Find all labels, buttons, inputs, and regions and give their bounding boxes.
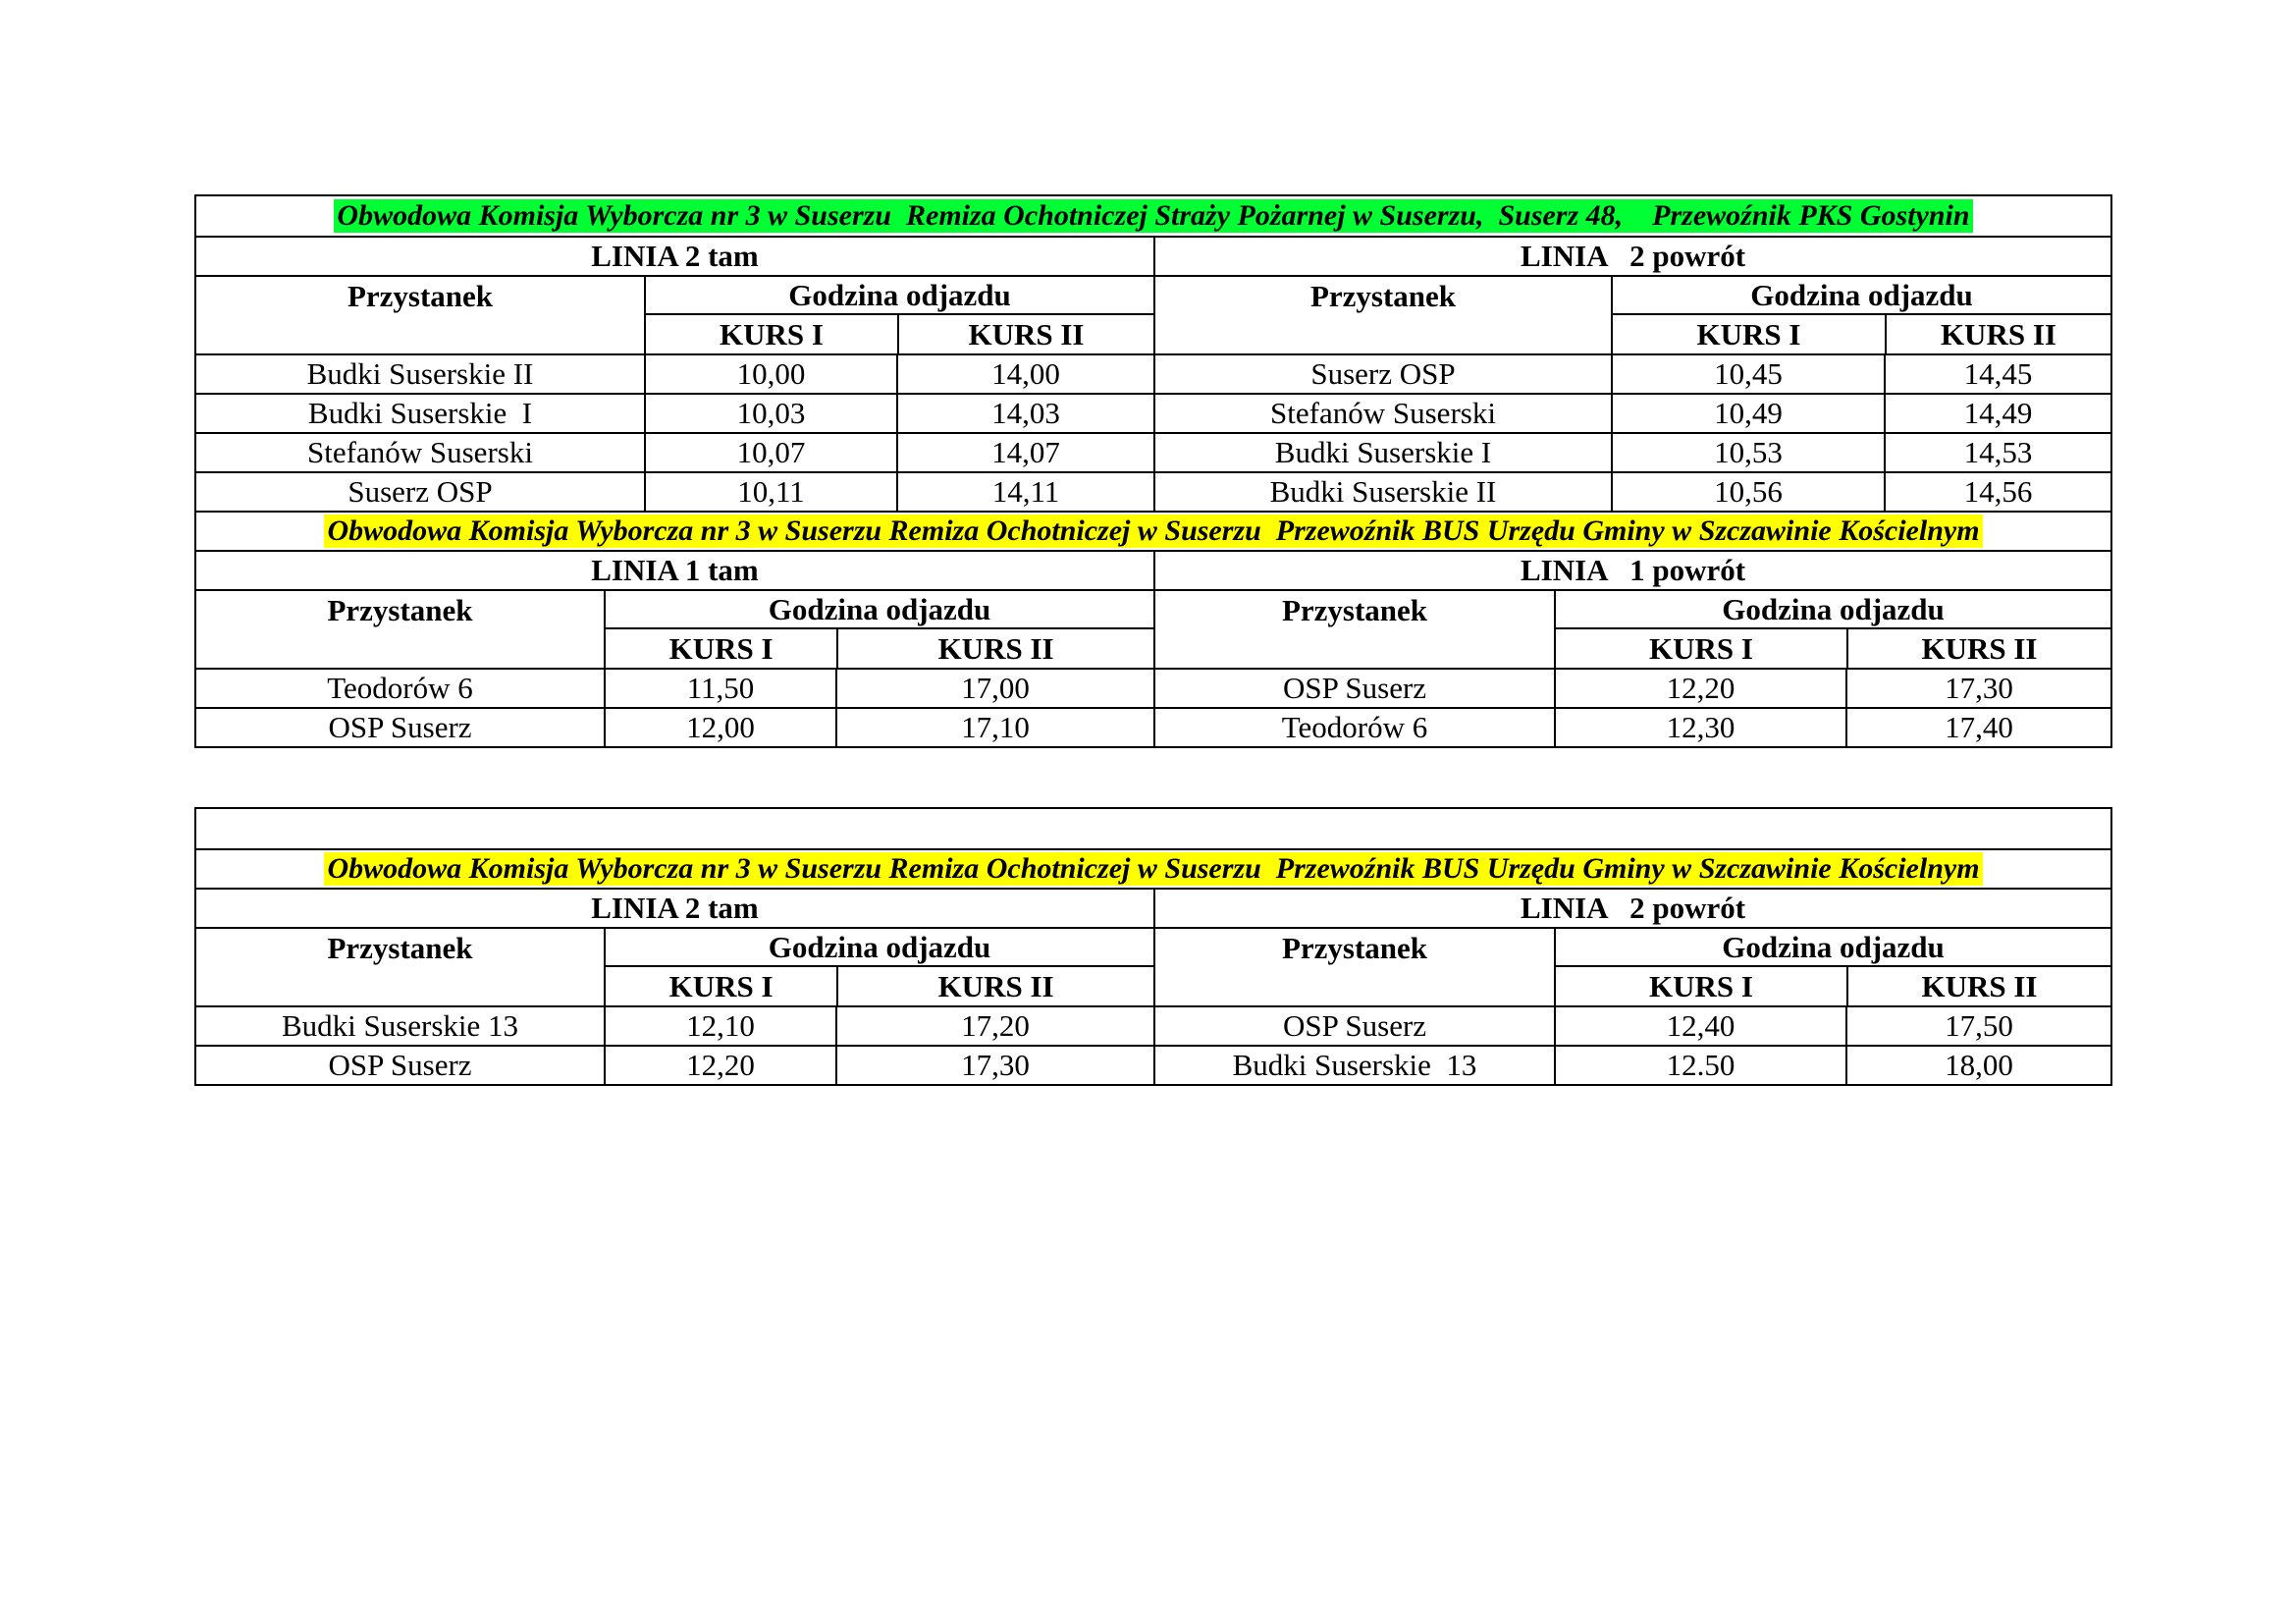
- departure-time: 10,11: [644, 473, 896, 511]
- departure-time: 14,11: [896, 473, 1153, 511]
- departure-time: 17,30: [1845, 670, 2110, 707]
- departure-time-header: [1611, 277, 2110, 353]
- departure-time-header: [1554, 929, 2110, 1005]
- departure-time-label: Godzina odjazdu: [1556, 929, 2110, 967]
- kurs1-header: KURS I: [1696, 316, 1801, 352]
- departure-time: 10,53: [1611, 434, 1884, 471]
- line-label-outbound: LINIA 1 tam: [591, 553, 759, 587]
- departure-time: 17,30: [835, 1047, 1153, 1084]
- stop-name: OSP Suserz: [328, 710, 472, 744]
- table-title: Obwodowa Komisja Wyborcza nr 3 w Suserzu Remiza Ochotniczej w Suserzu Przewoźnik BUS Urzędu Gminy w Szczawinie Kościelnym: [324, 852, 1982, 886]
- timetable-bus-line-2: [194, 807, 2112, 1086]
- stop-column-header: Przystanek: [1153, 277, 1611, 353]
- departure-time-header: [604, 929, 1153, 1005]
- kurs1-header: KURS I: [668, 968, 774, 1003]
- departure-time: 12,40: [1554, 1007, 1845, 1045]
- departure-time-header: [604, 591, 1153, 668]
- departure-time: 10,56: [1611, 473, 1884, 511]
- departure-time: 17,50: [1845, 1007, 2110, 1045]
- stop-name: Budki Suserskie II: [1153, 473, 1611, 511]
- departure-time: 12,20: [1554, 670, 1845, 707]
- stop-name: OSP Suserz: [1153, 1007, 1554, 1045]
- stop-name: Budki Suserskie 13: [1153, 1047, 1554, 1084]
- table-row: [196, 707, 2110, 746]
- table-row: [196, 668, 2110, 707]
- stop-column-header: Przystanek: [327, 593, 473, 627]
- table-row: [196, 353, 2110, 393]
- departure-time: 17,20: [835, 1007, 1153, 1045]
- departure-time-label: Godzina odjazdu: [646, 277, 1153, 315]
- departure-time: 14,45: [1884, 355, 2110, 393]
- departure-time: 10,07: [644, 434, 896, 471]
- stop-name: Budki Suserskie I: [1153, 434, 1611, 471]
- line-label-outbound: LINIA 2 tam: [591, 239, 759, 273]
- line-header-row: [196, 550, 2110, 589]
- departure-time: 14,03: [896, 395, 1153, 432]
- stop-name: Budki Suserskie II: [306, 356, 534, 391]
- departure-time-header: [644, 277, 1153, 353]
- departure-time: 14,53: [1884, 434, 2110, 471]
- departure-time-label: Godzina odjazdu: [606, 929, 1153, 967]
- departure-time: 12,10: [604, 1007, 835, 1045]
- departure-time-label: Godzina odjazdu: [1556, 591, 2110, 629]
- stop-column-header: Przystanek: [327, 931, 473, 965]
- departure-time-label: Godzina odjazdu: [606, 591, 1153, 629]
- stop-column-header: Przystanek: [347, 279, 494, 313]
- departure-time: 10,45: [1611, 355, 1884, 393]
- stop-name: Teodorów 6: [1153, 709, 1554, 746]
- departure-time: 11,50: [604, 670, 835, 707]
- departure-time-label: Godzina odjazdu: [1613, 277, 2110, 315]
- departure-time: 14,56: [1884, 473, 2110, 511]
- table-title-row: [196, 196, 2110, 236]
- column-header-group: [196, 589, 2110, 668]
- departure-time: 10,49: [1611, 395, 1884, 432]
- stop-name: Suserz OSP: [347, 474, 493, 509]
- departure-time: 17,10: [835, 709, 1153, 746]
- kurs2-header: KURS II: [836, 629, 1153, 668]
- line-label-return: LINIA 2 powrót: [1153, 890, 2110, 927]
- line-label-return: LINIA 2 powrót: [1153, 238, 2110, 275]
- stop-column-header: Przystanek: [1153, 591, 1554, 668]
- departure-time: 14,49: [1884, 395, 2110, 432]
- stop-name: Budki Suserskie I: [307, 396, 533, 430]
- table-row: [196, 1045, 2110, 1084]
- stop-name: Suserz OSP: [1153, 355, 1611, 393]
- kurs2-header: KURS II: [897, 315, 1153, 353]
- line-header-row: [196, 236, 2110, 275]
- stop-name: Stefanów Suserski: [1153, 395, 1611, 432]
- table-row: [196, 393, 2110, 432]
- empty-row: [196, 809, 2110, 848]
- table-row: [196, 471, 2110, 511]
- table-title-row: [196, 848, 2110, 888]
- kurs1-header: KURS I: [668, 630, 774, 666]
- table-row: [196, 1005, 2110, 1045]
- stop-name: Budki Suserskie 13: [281, 1008, 519, 1043]
- departure-time: 17,40: [1845, 709, 2110, 746]
- departure-time: 14,00: [896, 355, 1153, 393]
- kurs1-header: KURS I: [1649, 630, 1753, 666]
- column-header-group: [196, 927, 2110, 1005]
- kurs2-header: KURS II: [1846, 629, 2110, 668]
- departure-time: 12,30: [1554, 709, 1845, 746]
- table-row: [196, 432, 2110, 471]
- line-label-outbound: LINIA 2 tam: [591, 891, 759, 925]
- departure-time: 10,00: [644, 355, 896, 393]
- kurs2-header: KURS II: [836, 967, 1153, 1005]
- table-title-row: [196, 511, 2110, 550]
- departure-time: 10,03: [644, 395, 896, 432]
- stop-name: OSP Suserz: [1153, 670, 1554, 707]
- departure-time: 12,00: [604, 709, 835, 746]
- column-header-group: [196, 275, 2110, 353]
- stop-name: Teodorów 6: [327, 671, 473, 705]
- departure-time-header: [1554, 591, 2110, 668]
- table-title: Obwodowa Komisja Wyborcza nr 3 w Suserzu Remiza Ochotniczej Straży Pożarnej w Suserzu, Suserz 48, Przewoźnik PKS Gostynin: [334, 199, 1972, 233]
- line-label-return: LINIA 1 powrót: [1153, 552, 2110, 589]
- kurs1-header: KURS I: [1649, 968, 1753, 1003]
- kurs2-header: KURS II: [1885, 315, 2110, 353]
- stop-name: Stefanów Suserski: [307, 435, 533, 469]
- departure-time: 12.50: [1554, 1047, 1845, 1084]
- table-title: Obwodowa Komisja Wyborcza nr 3 w Suserzu Remiza Ochotniczej w Suserzu Przewoźnik BUS Urzędu Gminy w Szczawinie Kościelnym: [324, 514, 1982, 548]
- kurs1-header: KURS I: [720, 316, 824, 352]
- departure-time: 14,07: [896, 434, 1153, 471]
- departure-time: 18,00: [1845, 1047, 2110, 1084]
- kurs2-header: KURS II: [1846, 967, 2110, 1005]
- timetable-pks: [194, 194, 2112, 748]
- departure-time: 12,20: [604, 1047, 835, 1084]
- stop-column-header: Przystanek: [1153, 929, 1554, 1005]
- departure-time: 17,00: [835, 670, 1153, 707]
- line-header-row: [196, 888, 2110, 927]
- stop-name: OSP Suserz: [328, 1048, 472, 1082]
